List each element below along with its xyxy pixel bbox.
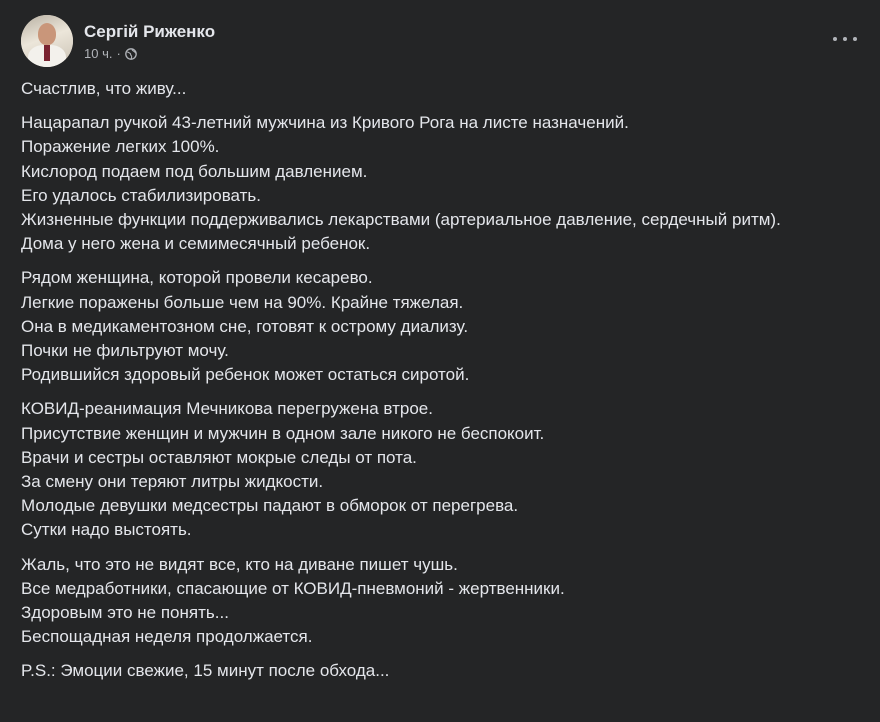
post-paragraph	[21, 659, 851, 683]
avatar-tie	[44, 45, 50, 61]
post-text	[21, 77, 851, 694]
post-line: Почки не фильтруют мочу.	[21, 341, 229, 361]
post-line: Беспощадная неделя продолжается.	[21, 627, 313, 647]
more-options-icon[interactable]	[833, 30, 857, 48]
post-line: Врачи и сестры оставляют мокрые следы от пота.	[21, 447, 417, 467]
more-dot	[853, 37, 857, 41]
post-paragraph	[21, 111, 851, 256]
post-time-row	[84, 46, 215, 62]
post-line: За смену они теряют литры жидкости.	[21, 472, 324, 492]
post-line: Присутствие женщин и мужчин в одном зале никого не беспокоит.	[21, 423, 545, 443]
post-paragraph	[21, 397, 851, 542]
post-line: Все медработники, спасающие от КОВИД-пневмоний - жертвенники.	[21, 578, 565, 598]
post-paragraph	[21, 77, 851, 101]
post-line: Сутки надо выстоять.	[21, 520, 192, 540]
post-meta	[84, 21, 215, 62]
post-line: Рядом женщина, которой провели кесарево.	[21, 268, 373, 288]
post-line: Молодые девушки медсестры падают в обморок от перегрева.	[21, 496, 519, 516]
post-line: Она в медикаментозном сне, готовят к острому диализу.	[21, 316, 469, 336]
post-header	[21, 15, 215, 67]
avatar-head	[38, 23, 56, 45]
post-line: Родившийся здоровый ребенок может остаться сиротой.	[21, 365, 470, 385]
post-line: Жизненные функции поддерживались лекарствами (артериальное давление, сердечный ритм).	[21, 210, 781, 230]
post-line: Его удалось стабилизировать.	[21, 185, 261, 205]
post-line: Кислород подаем под большим давлением.	[21, 161, 368, 181]
post-line: Поражение легких 100%.	[21, 137, 220, 157]
more-dot	[833, 37, 837, 41]
author-avatar[interactable]	[21, 15, 73, 67]
post-timestamp[interactable]: 10 ч.	[84, 45, 113, 61]
post-paragraph	[21, 553, 851, 650]
post-paragraph	[21, 266, 851, 387]
post-line: Дома у него жена и семимесячный ребенок.	[21, 234, 371, 254]
post-line: Легкие поражены больше чем на 90%. Крайне тяжелая.	[21, 292, 464, 312]
post-line: КОВИД-реанимация Мечникова перегружена втрое.	[21, 399, 433, 419]
globe-icon[interactable]	[125, 48, 137, 60]
post-line: Здоровым это не понять...	[21, 603, 229, 623]
more-dot	[843, 37, 847, 41]
post-line: Нацарапал ручкой 43-летний мужчина из Кривого Рога на листе назначений.	[21, 113, 629, 133]
post-line: Счастлив, что живу...	[21, 79, 187, 98]
meta-separator: ·	[116, 45, 121, 61]
post-line: P.S.: Эмоции свежие, 15 минут после обхода...	[21, 661, 390, 681]
post-line: Жаль, что это не видят все, кто на диване пишет чушь.	[21, 554, 458, 574]
author-name[interactable]: Сергій Риженко	[84, 21, 216, 41]
